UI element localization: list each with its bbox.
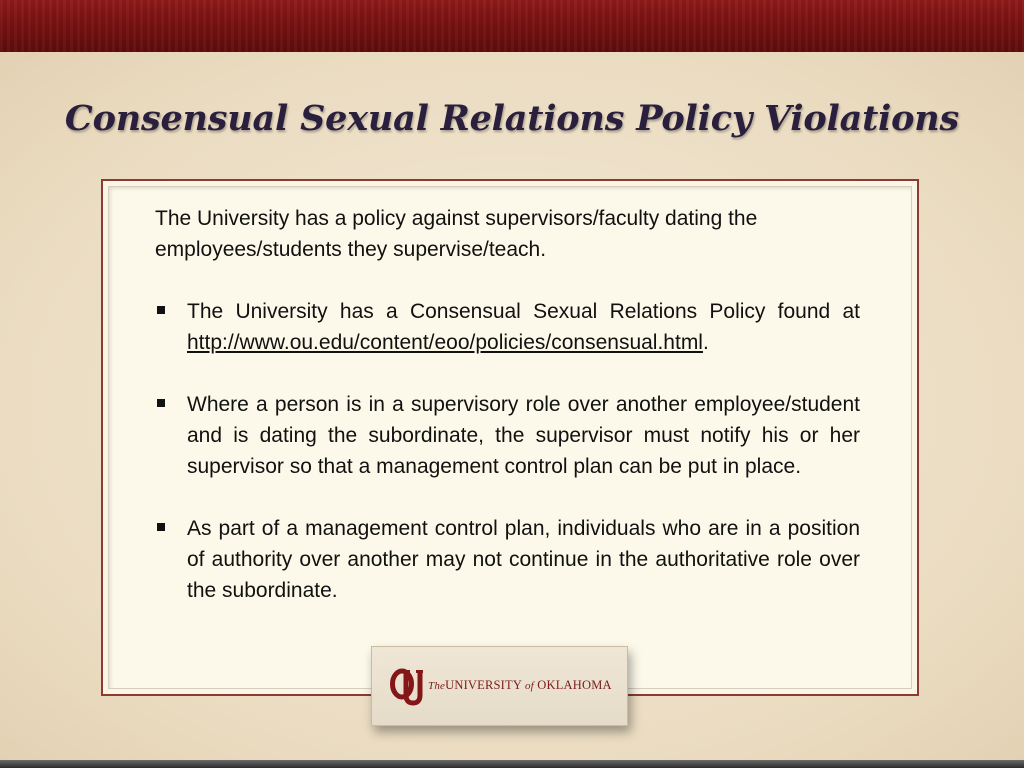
policy-link[interactable]: http://www.ou.edu/content/eoo/policies/consensual.html [187,331,703,354]
intro-paragraph: The University has a policy against supervisors/faculty dating the employees/students they supervise/teach. [155,207,758,261]
bullet-list [155,296,860,606]
slide-title: Consensual Sexual Relations Policy Violations [64,98,960,139]
logo-university: UNIVERSITY [445,678,522,692]
bullet-item-policy [155,296,860,358]
square-bullet-icon [157,399,165,407]
logo-the: The [428,680,446,692]
bottom-banner [0,760,1024,768]
bullet-item-notify [155,389,860,482]
bullet-item-control-plan [155,513,860,606]
university-wordmark [428,678,612,693]
bullet-text: As part of a management control plan, individuals who are in a position of authority over another may not continue in the authoritative role over the subordinate. [187,517,860,602]
logo-oklahoma: OKLAHOMA [537,678,612,692]
logo-of: of [524,680,534,692]
square-bullet-icon [157,523,165,531]
bullet-text: The University has a Consensual Sexual Relations Policy found at [187,300,860,323]
bullet-text-end: . [702,331,709,354]
ou-interlocking-logo-icon [389,667,423,707]
university-logo [371,646,628,726]
slide-body [155,203,860,637]
square-bullet-icon [157,306,165,314]
bullet-text: Where a person is in a supervisory role over another employee/student and is dating the subordinate, the supervisor must notify his or her supervisor so that a management control plan can be put in place. [187,393,860,478]
top-banner [0,0,1024,52]
